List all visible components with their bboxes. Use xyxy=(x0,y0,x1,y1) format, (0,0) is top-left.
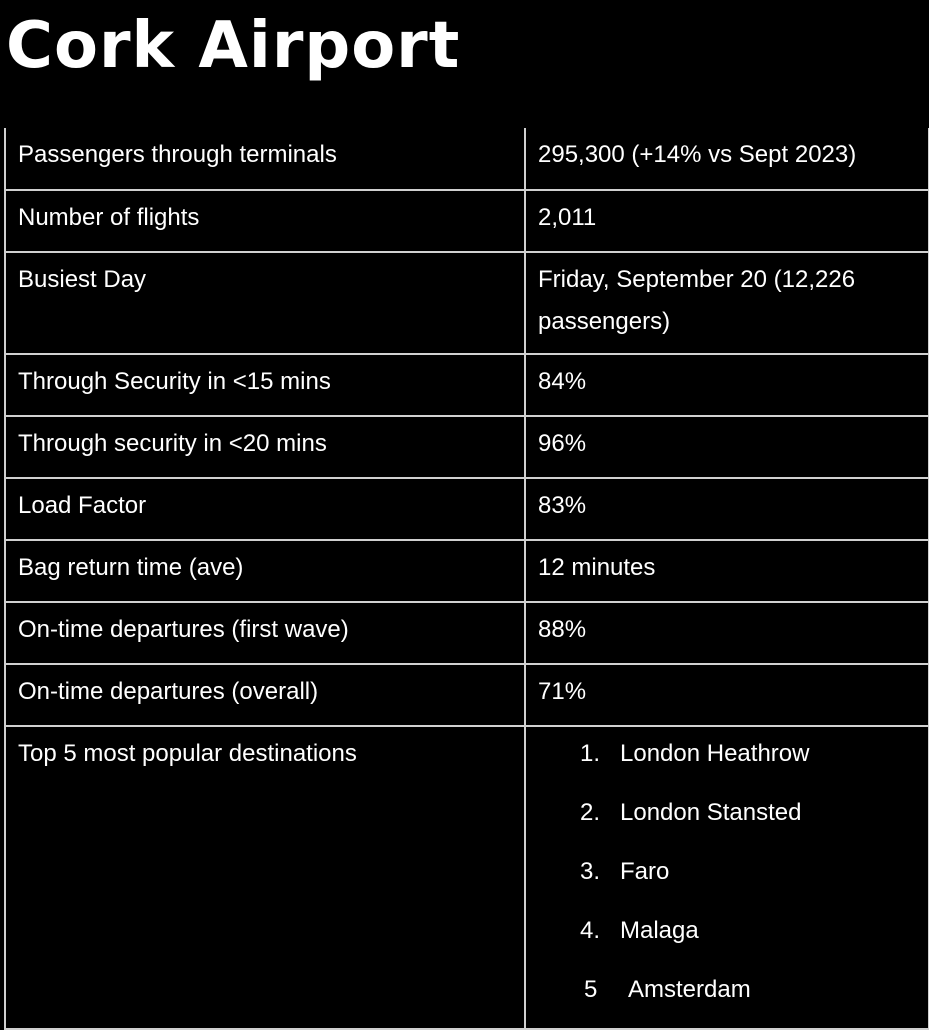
row-label: Load Factor xyxy=(5,478,525,540)
list-item-number: 3. xyxy=(580,858,601,885)
row-value: 2,011 xyxy=(525,190,929,252)
row-label: Bag return time (ave) xyxy=(5,540,525,602)
list-item xyxy=(538,910,918,969)
row-value: 71% xyxy=(525,664,929,726)
list-item-name: London Heathrow xyxy=(620,740,810,767)
row-value: 83% xyxy=(525,478,929,540)
row-value: 295,300 (+14% vs Sept 2023) xyxy=(525,128,929,190)
destinations-cell xyxy=(525,726,929,1029)
row-value: 88% xyxy=(525,602,929,664)
row-label: Top 5 most popular destinations xyxy=(5,726,525,1029)
destinations-list xyxy=(538,733,918,1028)
page-title: Cork Airport xyxy=(6,9,461,83)
table-row xyxy=(5,252,929,354)
list-item xyxy=(538,792,918,851)
table-row xyxy=(5,128,929,190)
row-label: Number of flights xyxy=(5,190,525,252)
row-label: Through security in <20 mins xyxy=(5,416,525,478)
row-label: On-time departures (overall) xyxy=(5,664,525,726)
list-item xyxy=(538,733,918,792)
list-item-name: Malaga xyxy=(620,917,699,944)
row-label: On-time departures (first wave) xyxy=(5,602,525,664)
table-row xyxy=(5,664,929,726)
table-row xyxy=(5,416,929,478)
list-item xyxy=(538,969,918,1028)
row-label: Busiest Day xyxy=(5,252,525,354)
row-value: 84% xyxy=(525,354,929,416)
list-item-name: Amsterdam xyxy=(628,976,751,1003)
row-label: Through Security in <15 mins xyxy=(5,354,525,416)
table-row xyxy=(5,602,929,664)
table-row-destinations xyxy=(5,726,929,1029)
table-row xyxy=(5,354,929,416)
list-item-name: London Stansted xyxy=(620,799,802,826)
table-row xyxy=(5,540,929,602)
list-item-number: 2. xyxy=(580,799,601,826)
list-item-number: 4. xyxy=(580,917,601,944)
list-item-name: Faro xyxy=(620,858,670,885)
list-item-number: 1. xyxy=(580,740,601,767)
list-item xyxy=(538,851,918,910)
row-value: 12 minutes xyxy=(525,540,929,602)
stats-table xyxy=(4,128,929,1030)
list-item-number: 5 xyxy=(584,976,598,1003)
table-row xyxy=(5,190,929,252)
row-value: 96% xyxy=(525,416,929,478)
row-label: Passengers through terminals xyxy=(5,128,525,190)
row-value: Friday, September 20 (12,226 passengers) xyxy=(525,252,929,354)
table-row xyxy=(5,478,929,540)
